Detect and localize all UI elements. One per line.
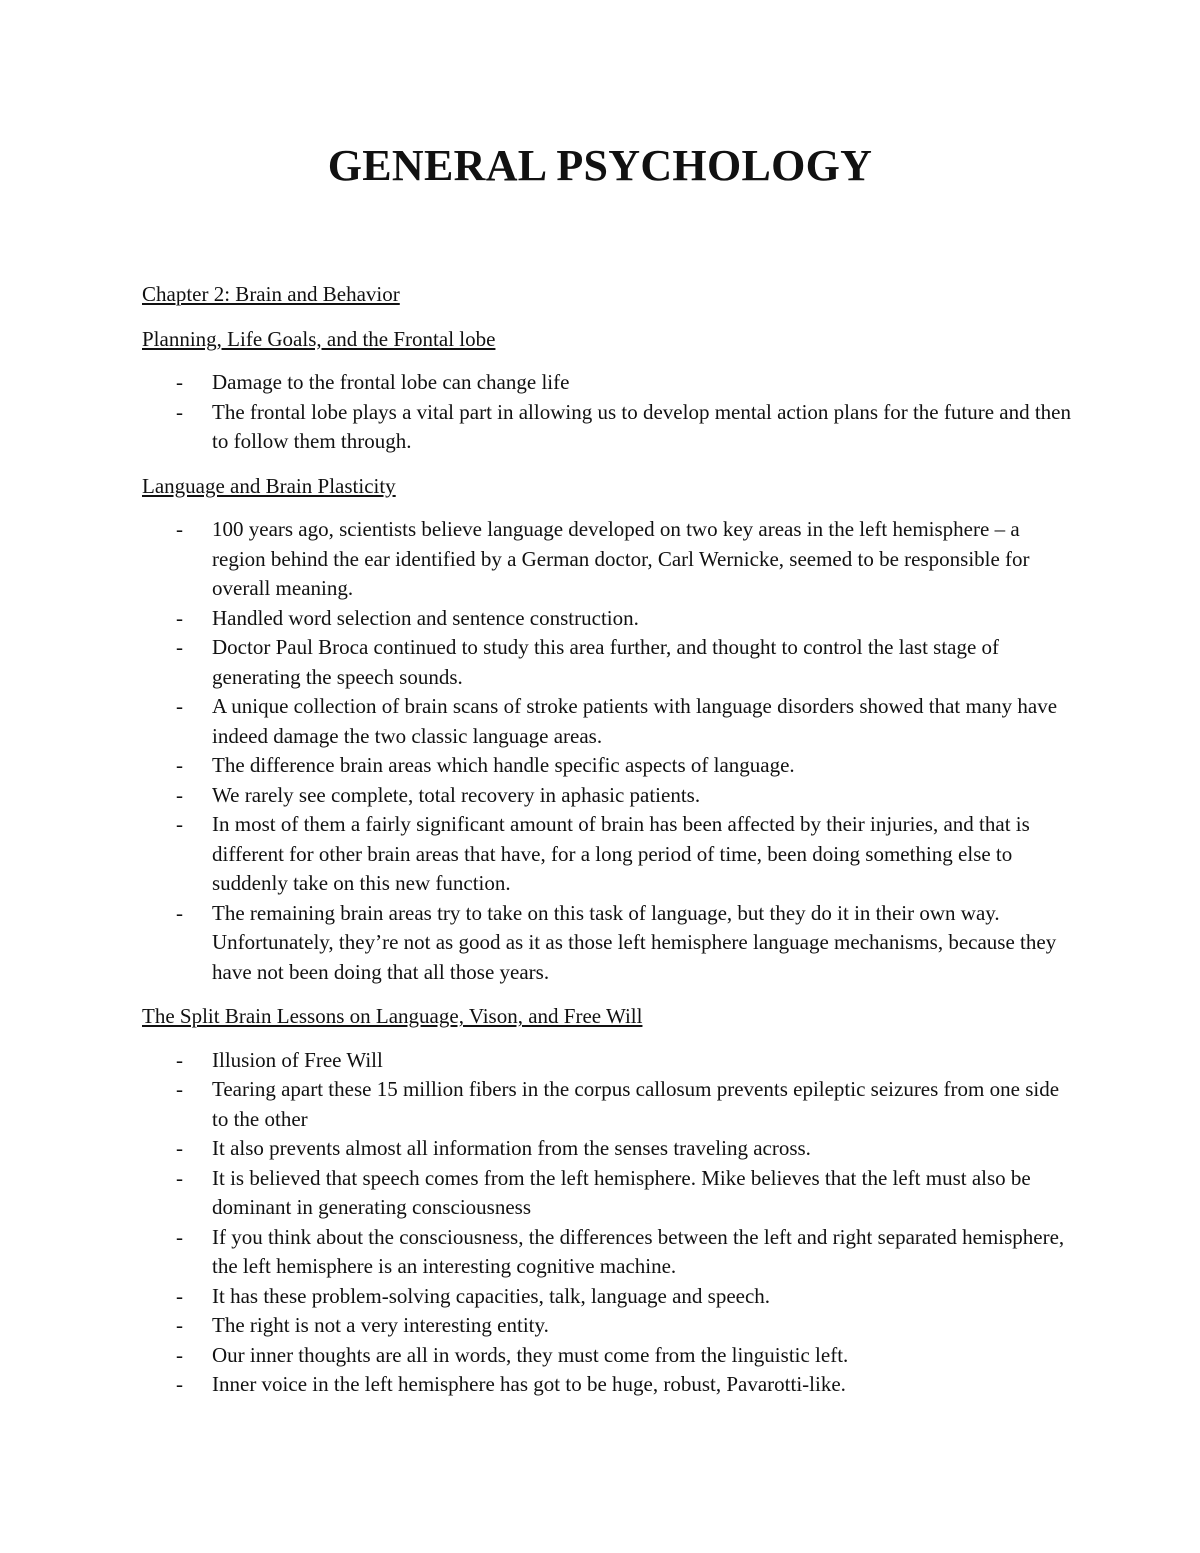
list-item [142,1164,1072,1223]
list-item-text: If you think about the consciousness, the differences between the left and right separated hemisphere, the left hemisphere is an interesting cognitive machine. [212,1224,1065,1278]
list-item [142,751,1072,781]
list-item [142,1075,1072,1134]
list-item [142,899,1072,988]
list-item-text: The frontal lobe plays a vital part in allowing us to develop mental action plans for the future and then to follow them through. [212,399,1072,453]
list-item-text: In most of them a fairly significant amount of brain has been affected by their injuries, and that is different for other brain areas that have, for a long period of time, been doing something else to suddenly take on this new function. [212,812,1030,895]
bullet-dash: - [176,812,183,836]
list-item [142,368,1072,398]
list-item-text: It is believed that speech comes from the left hemisphere. Mike believes that the left must also be dominant in generating consciousness [212,1165,1031,1219]
list-item-text: The remaining brain areas try to take on this task of language, but they do it in their own way. Unfortunately, they’re not as good as it as those left hemisphere language mechanisms, because they have not been doing that all those years. [212,900,1057,984]
list-item-text: 100 years ago, scientists believe language developed on two key areas in the left hemisphere – a region behind the ear identified by a German doctor, Carl Wernicke, seemed to be responsible for overall meaning. [212,517,1030,600]
section-heading: Language and Brain Plasticity [142,473,396,498]
list-item-text: Tearing apart these 15 million fibers in the corpus callosum prevents epileptic seizures from one side to the other [212,1077,1060,1131]
list-item-text: The right is not a very interesting entity. [212,1313,549,1337]
bullet-dash: - [176,1136,183,1160]
list-item-text: Inner voice in the left hemisphere has got to be huge, robust, Pavarotti-like. [212,1372,846,1396]
bullet-dash: - [176,900,183,925]
bullet-dash: - [176,1283,183,1308]
list-item [142,781,1072,811]
bullet-dash: - [176,635,183,659]
bullet-dash: - [176,782,183,807]
bullet-dash: - [176,1372,183,1396]
bullet-dash: - [176,370,183,394]
bullet-list [142,368,1072,457]
section-heading: Planning, Life Goals, and the Frontal lobe [142,326,496,351]
document-body [142,280,1072,1415]
bullet-dash: - [176,1342,183,1367]
list-item [142,1311,1072,1341]
list-item-text: Illusion of Free Will [212,1047,383,1072]
list-item-text: Handled word selection and sentence construction. [212,605,639,630]
bullet-dash: - [176,1224,183,1249]
list-item [142,604,1072,634]
list-item [142,398,1072,457]
bullet-dash: - [176,1047,183,1072]
list-item [142,1341,1072,1371]
list-item-text: We rarely see complete, total recovery in aphasic patients. [212,782,701,807]
chapter-heading: Chapter 2: Brain and Behavior [142,282,400,306]
list-item-text: It has these problem-solving capacities, talk, language and speech. [212,1283,771,1308]
bullet-dash: - [176,694,183,718]
bullet-list [142,1046,1072,1400]
list-item [142,1134,1072,1164]
section-heading: The Split Brain Lessons on Language, Vison, and Free Will [142,1004,643,1028]
list-item-text: Doctor Paul Broca continued to study this area further, and thought to control the last stage of generating the speech sounds. [212,635,1000,689]
bullet-dash: - [176,1165,183,1190]
list-item-text: It also prevents almost all information from the senses traveling across. [212,1136,811,1160]
bullet-dash: - [176,753,183,777]
bullet-list [142,515,1072,987]
list-item [142,1223,1072,1282]
list-item [142,692,1072,751]
list-item [142,1370,1072,1400]
bullet-dash: - [176,1077,183,1101]
list-item [142,633,1072,692]
list-item [142,515,1072,604]
list-item [142,1282,1072,1312]
bullet-dash: - [176,1313,183,1337]
bullet-dash: - [176,605,183,630]
list-item-text: Damage to the frontal lobe can change life [212,370,570,394]
list-item [142,810,1072,899]
list-item [142,1046,1072,1076]
list-item-text: The difference brain areas which handle specific aspects of language. [212,753,795,777]
bullet-dash: - [176,517,183,541]
list-item-text: Our inner thoughts are all in words, they must come from the linguistic left. [212,1342,849,1367]
bullet-dash: - [176,399,183,424]
list-item-text: A unique collection of brain scans of stroke patients with language disorders showed that many have indeed damage the two classic language areas. [212,694,1058,748]
document-title: GENERAL PSYCHOLOGY [327,141,873,190]
